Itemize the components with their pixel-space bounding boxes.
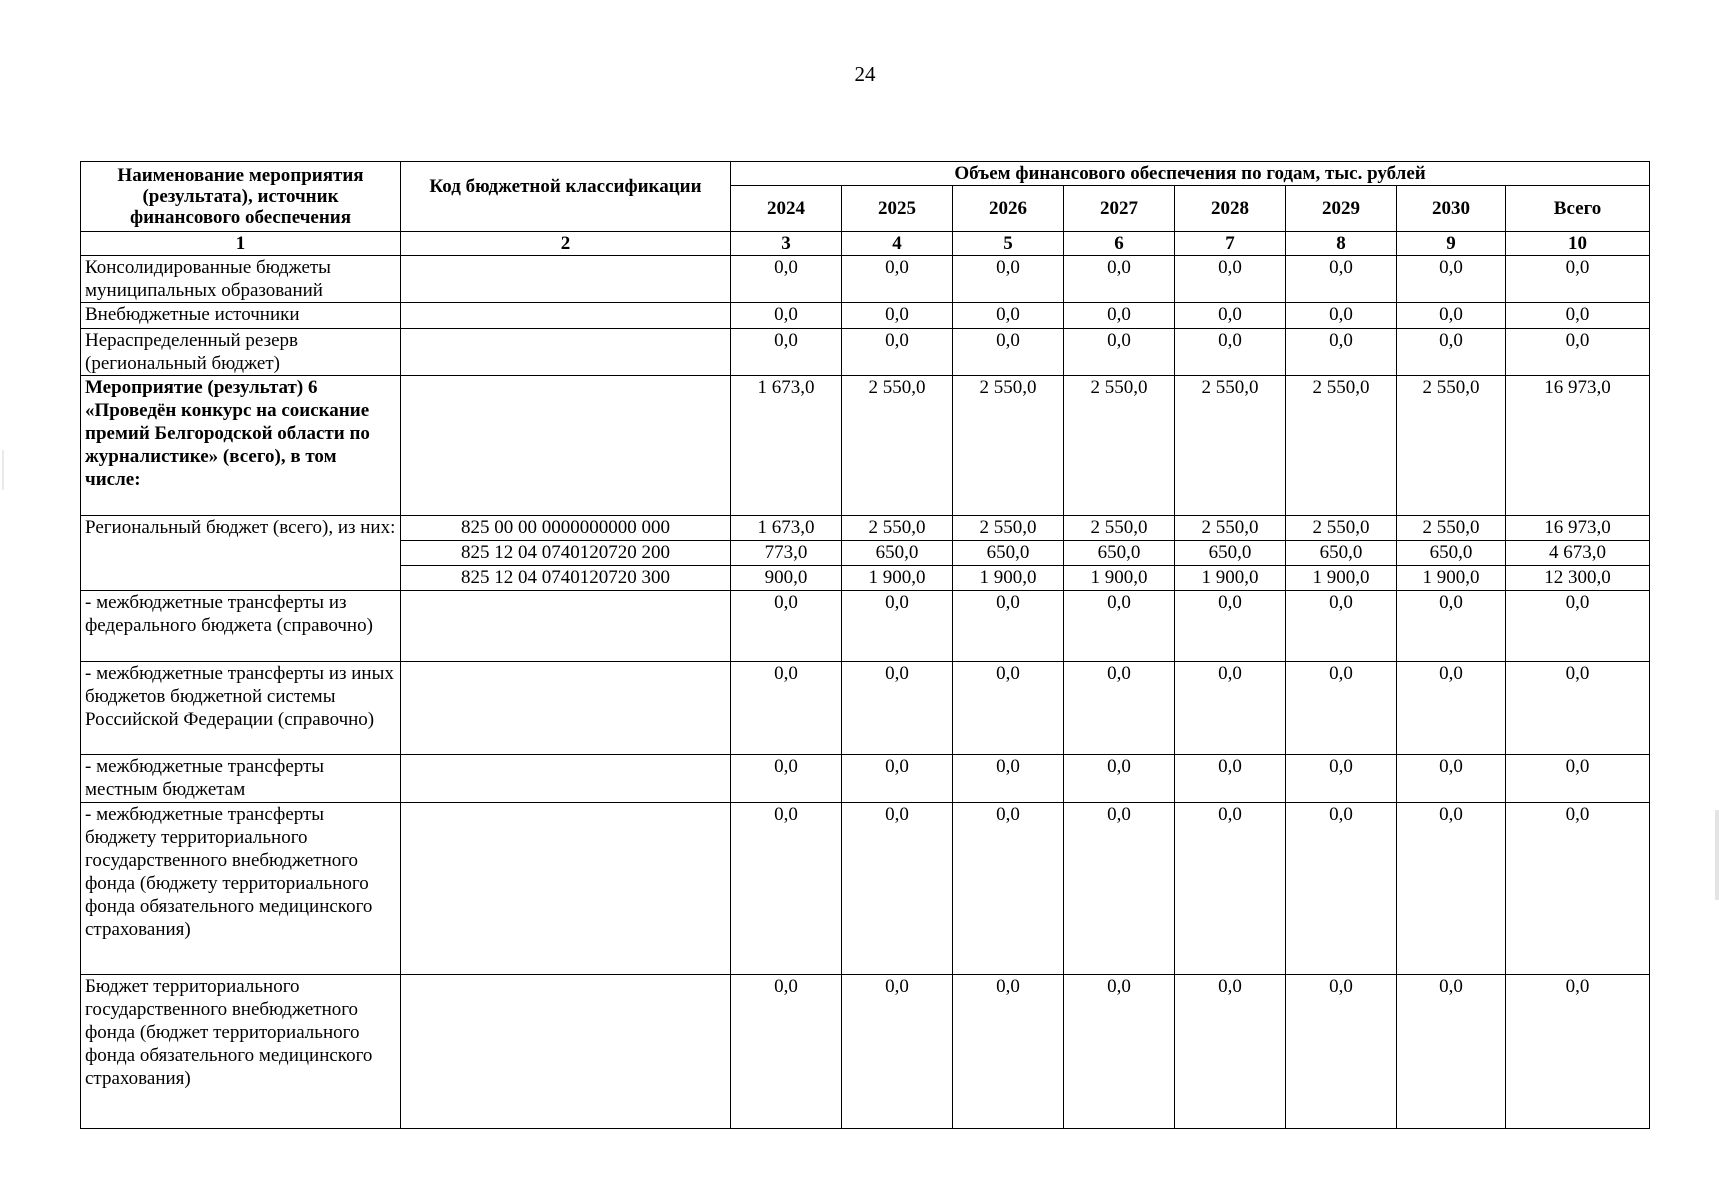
table-row — [81, 591, 1650, 662]
cell-value: 0,0 — [731, 803, 842, 975]
cell-value: 0,0 — [842, 256, 953, 303]
cell-value: 0,0 — [1175, 256, 1286, 303]
table-row — [81, 256, 1650, 303]
column-index: 1 — [81, 232, 401, 256]
cell-value: 4 673,0 — [1506, 541, 1650, 566]
cell-value: 1 673,0 — [731, 376, 842, 516]
cell-value: 0,0 — [1286, 662, 1397, 755]
cell-value: 0,0 — [1506, 591, 1650, 662]
cell-value: 0,0 — [1397, 975, 1506, 1129]
cell-value: 650,0 — [953, 541, 1064, 566]
cell-value: 0,0 — [1286, 591, 1397, 662]
cell-value: 0,0 — [731, 329, 842, 376]
column-index: 4 — [842, 232, 953, 256]
cell-value: 2 550,0 — [1064, 376, 1175, 516]
row-code — [401, 303, 731, 329]
cell-value: 16 973,0 — [1506, 516, 1650, 541]
cell-value: 0,0 — [1506, 755, 1650, 803]
cell-value: 0,0 — [1175, 591, 1286, 662]
cell-value: 0,0 — [953, 975, 1064, 1129]
cell-value: 0,0 — [1506, 303, 1650, 329]
cell-value: 0,0 — [1064, 662, 1175, 755]
row-name: - межбюджетные трансферты из федерального бюджета (справочно) — [81, 591, 401, 662]
header-total: Всего — [1506, 186, 1650, 232]
cell-value: 0,0 — [842, 755, 953, 803]
header-year: 2025 — [842, 186, 953, 232]
header-name: Наименование мероприятия (результата), источник финансового обеспечения — [81, 162, 401, 232]
cell-value: 0,0 — [1064, 256, 1175, 303]
row-code — [401, 256, 731, 303]
cell-value: 0,0 — [1506, 803, 1650, 975]
cell-value: 0,0 — [842, 662, 953, 755]
cell-value: 0,0 — [1064, 329, 1175, 376]
regional-name: Региональный бюджет (всего), из них: — [81, 516, 401, 591]
cell-value: 0,0 — [1064, 975, 1175, 1129]
cell-value: 0,0 — [731, 755, 842, 803]
row-name: Внебюджетные источники — [81, 303, 401, 329]
financing-table — [80, 161, 1650, 1129]
cell-value: 0,0 — [1175, 662, 1286, 755]
cell-value: 0,0 — [953, 755, 1064, 803]
cell-value: 773,0 — [731, 541, 842, 566]
table-row — [81, 755, 1650, 803]
cell-value: 0,0 — [1397, 803, 1506, 975]
table-row — [81, 303, 1650, 329]
cell-value: 0,0 — [1175, 329, 1286, 376]
column-index-row — [81, 232, 1650, 256]
cell-value: 1 900,0 — [842, 566, 953, 591]
cell-value: 0,0 — [1286, 329, 1397, 376]
cell-value: 2 550,0 — [1286, 516, 1397, 541]
cell-value: 0,0 — [1397, 303, 1506, 329]
cell-value: 2 550,0 — [842, 516, 953, 541]
cell-value: 1 900,0 — [953, 566, 1064, 591]
page-number: 24 — [854, 62, 876, 86]
column-index: 8 — [1286, 232, 1397, 256]
cell-value: 1 900,0 — [1397, 566, 1506, 591]
cell-value: 2 550,0 — [1397, 516, 1506, 541]
cell-value: 0,0 — [731, 662, 842, 755]
cell-value: 0,0 — [1064, 803, 1175, 975]
header-code: Код бюджетной классификации — [401, 162, 731, 232]
row-code — [401, 662, 731, 755]
cell-value: 2 550,0 — [953, 376, 1064, 516]
header-year: 2027 — [1064, 186, 1175, 232]
table-row — [81, 329, 1650, 376]
cell-value: 2 550,0 — [1064, 516, 1175, 541]
table-row — [81, 975, 1650, 1129]
cell-value: 0,0 — [1175, 303, 1286, 329]
cell-value: 0,0 — [731, 256, 842, 303]
header-year: 2029 — [1286, 186, 1397, 232]
scan-edge-mark — [2, 450, 4, 490]
cell-value: 0,0 — [842, 329, 953, 376]
cell-value: 0,0 — [842, 303, 953, 329]
table-row-regional — [81, 516, 1650, 541]
cell-value: 650,0 — [1397, 541, 1506, 566]
cell-value: 2 550,0 — [1286, 376, 1397, 516]
cell-value: 0,0 — [1506, 329, 1650, 376]
cell-value: 0,0 — [1175, 975, 1286, 1129]
cell-value: 1 900,0 — [1286, 566, 1397, 591]
header-volume: Объем финансового обеспечения по годам, тыс. рублей — [731, 162, 1650, 186]
cell-value: 1 900,0 — [1175, 566, 1286, 591]
cell-value: 0,0 — [1175, 755, 1286, 803]
row-name: Бюджет территориального государственного внебюджетного фонда (бюджет территориального фонда обязательного медицинского страхования) — [81, 975, 401, 1129]
cell-value: 2 550,0 — [842, 376, 953, 516]
cell-value: 0,0 — [1506, 662, 1650, 755]
column-index: 9 — [1397, 232, 1506, 256]
cell-value: 0,0 — [1397, 256, 1506, 303]
row-name: Нераспределенный резерв (региональный бюджет) — [81, 329, 401, 376]
cell-value: 12 300,0 — [1506, 566, 1650, 591]
cell-value: 16 973,0 — [1506, 376, 1650, 516]
cell-value: 650,0 — [1064, 541, 1175, 566]
cell-value: 0,0 — [1064, 303, 1175, 329]
cell-value: 650,0 — [1175, 541, 1286, 566]
cell-value: 900,0 — [731, 566, 842, 591]
cell-value: 0,0 — [1286, 303, 1397, 329]
cell-value: 0,0 — [953, 303, 1064, 329]
header-year: 2024 — [731, 186, 842, 232]
cell-value: 0,0 — [731, 303, 842, 329]
cell-value: 0,0 — [953, 803, 1064, 975]
column-index: 3 — [731, 232, 842, 256]
budget-code: 825 12 04 0740120720 300 — [401, 566, 731, 591]
cell-value: 2 550,0 — [1397, 376, 1506, 516]
table-row — [81, 803, 1650, 975]
cell-value: 0,0 — [953, 591, 1064, 662]
event-name: Мероприятие (результат) 6 «Проведён конкурс на соискание премий Белгородской области по журналистике» (всего), в том числе: — [81, 376, 401, 516]
cell-value: 0,0 — [953, 256, 1064, 303]
cell-value: 0,0 — [953, 662, 1064, 755]
header-year: 2028 — [1175, 186, 1286, 232]
row-code — [401, 591, 731, 662]
row-code — [401, 376, 731, 516]
cell-value: 0,0 — [1397, 329, 1506, 376]
cell-value: 0,0 — [1506, 975, 1650, 1129]
cell-value: 0,0 — [1064, 755, 1175, 803]
row-name: Консолидированные бюджеты муниципальных образований — [81, 256, 401, 303]
cell-value: 0,0 — [731, 591, 842, 662]
table-row — [81, 662, 1650, 755]
row-code — [401, 803, 731, 975]
row-code — [401, 975, 731, 1129]
cell-value: 0,0 — [1286, 803, 1397, 975]
cell-value: 0,0 — [1175, 803, 1286, 975]
cell-value: 0,0 — [1286, 755, 1397, 803]
cell-value: 0,0 — [1286, 256, 1397, 303]
scan-edge-mark — [1715, 810, 1719, 900]
row-code — [401, 755, 731, 803]
row-name: - межбюджетные трансферты из иных бюджетов бюджетной системы Российской Федерации (справочно) — [81, 662, 401, 755]
column-index: 10 — [1506, 232, 1650, 256]
row-name: - межбюджетные трансферты местным бюджетам — [81, 755, 401, 803]
cell-value: 0,0 — [1286, 975, 1397, 1129]
header-year: 2026 — [953, 186, 1064, 232]
cell-value: 2 550,0 — [1175, 516, 1286, 541]
cell-value: 0,0 — [1506, 256, 1650, 303]
cell-value: 0,0 — [842, 975, 953, 1129]
cell-value: 650,0 — [1286, 541, 1397, 566]
cell-value: 2 550,0 — [953, 516, 1064, 541]
budget-code: 825 00 00 0000000000 000 — [401, 516, 731, 541]
cell-value: 0,0 — [1397, 662, 1506, 755]
row-name: - межбюджетные трансферты бюджету территориального государственного внебюджетного фонда (бюджету территориального фонда обязательного медицинского страхования) — [81, 803, 401, 975]
cell-value: 0,0 — [842, 591, 953, 662]
budget-code: 825 12 04 0740120720 200 — [401, 541, 731, 566]
cell-value: 0,0 — [953, 329, 1064, 376]
column-index: 5 — [953, 232, 1064, 256]
cell-value: 0,0 — [731, 975, 842, 1129]
column-index: 6 — [1064, 232, 1175, 256]
cell-value: 2 550,0 — [1175, 376, 1286, 516]
cell-value: 0,0 — [1397, 755, 1506, 803]
cell-value: 0,0 — [1064, 591, 1175, 662]
cell-value: 1 673,0 — [731, 516, 842, 541]
cell-value: 0,0 — [842, 803, 953, 975]
cell-value: 650,0 — [842, 541, 953, 566]
column-index: 7 — [1175, 232, 1286, 256]
header-year: 2030 — [1397, 186, 1506, 232]
table-row-event — [81, 376, 1650, 516]
cell-value: 0,0 — [1397, 591, 1506, 662]
row-code — [401, 329, 731, 376]
column-index: 2 — [401, 232, 731, 256]
cell-value: 1 900,0 — [1064, 566, 1175, 591]
